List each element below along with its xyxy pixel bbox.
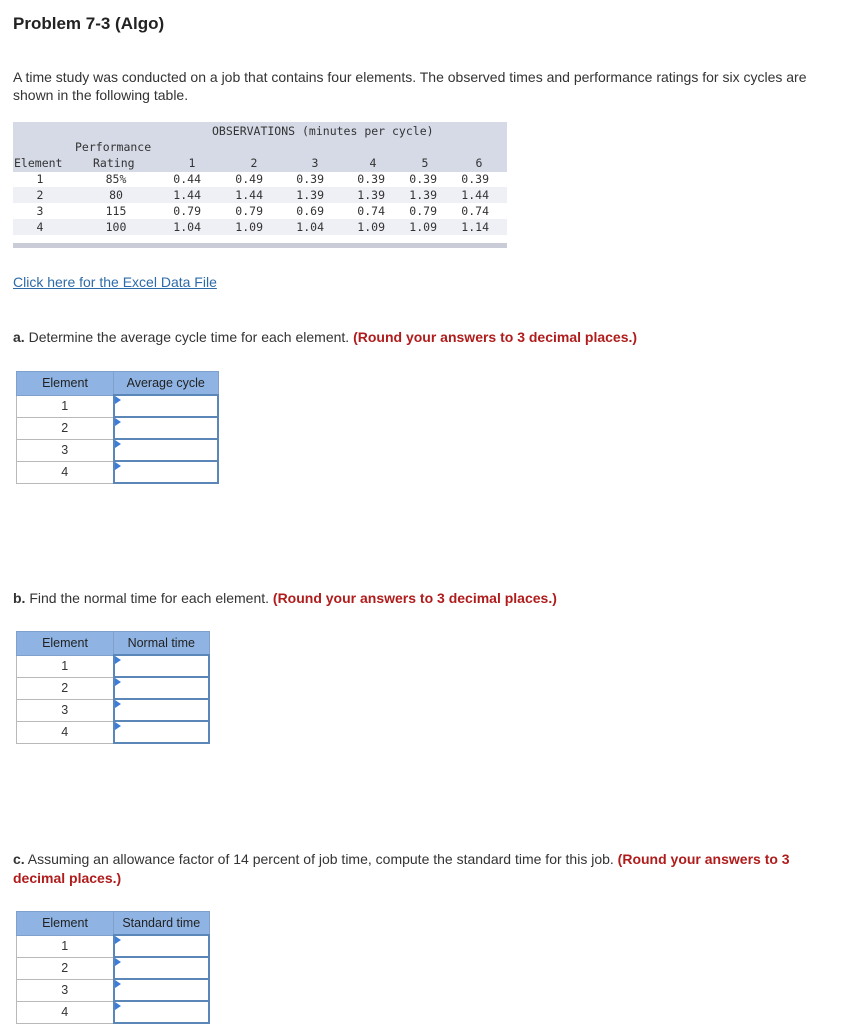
element-label: 2: [17, 957, 114, 979]
element-label: 3: [17, 439, 114, 461]
element-label: 1: [17, 935, 114, 957]
element-col-header: Element: [17, 632, 114, 656]
question-a-lead: a.: [13, 329, 25, 345]
cell-value: 1.44: [173, 188, 201, 202]
cell-value: 0.79: [409, 204, 437, 218]
average-cycle-input-3[interactable]: [115, 441, 218, 459]
input-marker-icon: [115, 980, 121, 988]
answer-cell[interactable]: [114, 721, 210, 743]
answer-cell[interactable]: [114, 439, 219, 461]
question-b-note: (Round your answers to 3 decimal places.): [272, 590, 557, 606]
standard-time-input-1[interactable]: [115, 937, 209, 955]
normal-time-input-3[interactable]: [115, 701, 209, 719]
cycle-header: 5: [421, 156, 429, 170]
input-marker-icon: [115, 958, 121, 966]
input-marker-icon: [115, 418, 121, 426]
input-marker-icon: [115, 678, 121, 686]
cell-value: 1.09: [357, 220, 385, 234]
cell-value: 1.44: [461, 188, 489, 202]
question-a: [13, 328, 793, 347]
average-cycle-input-4[interactable]: [115, 463, 218, 481]
average-cycle-col-header: Average cycle: [114, 372, 219, 396]
cycle-header: 6: [475, 156, 483, 170]
row-element: 3: [36, 204, 44, 218]
row-element: 2: [36, 188, 44, 202]
row-rating: 100: [105, 220, 127, 234]
question-c-lead: c.: [13, 851, 25, 867]
cell-value: 1.04: [173, 220, 201, 234]
cell-value: 1.44: [235, 188, 263, 202]
cell-value: 0.74: [461, 204, 489, 218]
answer-cell[interactable]: [114, 417, 219, 439]
element-col-header: Element: [17, 912, 114, 936]
row-rating: 115: [105, 204, 127, 218]
answer-table-a: [16, 371, 219, 484]
answer-table-c: [16, 911, 210, 1024]
cell-value: 0.39: [357, 172, 385, 186]
cell-value: 0.74: [357, 204, 385, 218]
input-marker-icon: [115, 462, 121, 470]
question-a-note: (Round your answers to 3 decimal places.): [353, 329, 638, 345]
input-marker-icon: [115, 396, 121, 404]
cell-value: 0.44: [173, 172, 201, 186]
problem-intro: A time study was conducted on a job that contains four elements. The observed times and performance ratings for six cycles are shown in the following table.: [13, 69, 807, 103]
cell-value: 1.09: [235, 220, 263, 234]
answer-table-b: [16, 631, 210, 744]
observations-header: OBSERVATIONS (minutes per cycle): [212, 124, 434, 138]
cell-value: 0.79: [235, 204, 263, 218]
input-marker-icon: [115, 936, 121, 944]
answer-cell[interactable]: [114, 655, 210, 677]
cell-value: 0.49: [235, 172, 263, 186]
row-rating: 85%: [105, 172, 127, 186]
input-marker-icon: [115, 700, 121, 708]
cell-value: 1.04: [296, 220, 324, 234]
cycle-header: 3: [311, 156, 319, 170]
standard-time-input-3[interactable]: [115, 981, 209, 999]
element-label: 2: [17, 417, 114, 439]
cycle-header: 4: [369, 156, 377, 170]
standard-time-input-4[interactable]: [115, 1003, 209, 1021]
row-element: 4: [36, 220, 44, 234]
normal-time-col-header: Normal time: [114, 632, 210, 656]
answer-cell[interactable]: [114, 1001, 210, 1023]
average-cycle-input-2[interactable]: [115, 419, 218, 437]
element-label: 1: [17, 395, 114, 417]
element-label: 4: [17, 721, 114, 743]
element-label: 1: [17, 655, 114, 677]
cell-value: 0.39: [296, 172, 324, 186]
element-label: 2: [17, 677, 114, 699]
question-c-text: Assuming an allowance factor of 14 percent of job time, compute the standard time for this job.: [24, 851, 618, 867]
row-element: 1: [36, 172, 44, 186]
answer-cell[interactable]: [114, 461, 219, 483]
cell-value: 1.39: [296, 188, 324, 202]
page-title: Problem 7-3 (Algo): [13, 14, 165, 33]
cell-value: 1.39: [409, 188, 437, 202]
table-bottom-bar: [13, 243, 507, 248]
answer-cell[interactable]: [114, 677, 210, 699]
cell-value: 0.39: [409, 172, 437, 186]
answer-cell[interactable]: [114, 957, 210, 979]
normal-time-input-4[interactable]: [115, 723, 209, 741]
cycle-header: 2: [250, 156, 258, 170]
element-label: 3: [17, 699, 114, 721]
answer-cell[interactable]: [114, 699, 210, 721]
element-label: 3: [17, 979, 114, 1001]
cell-value: 0.79: [173, 204, 201, 218]
element-label: 4: [17, 461, 114, 483]
question-b-lead: b.: [13, 590, 26, 606]
cell-value: 0.69: [296, 204, 324, 218]
cell-value: 0.39: [461, 172, 489, 186]
answer-cell[interactable]: [114, 935, 210, 957]
cell-value: 1.09: [409, 220, 437, 234]
observations-table: [13, 122, 507, 250]
element-label: 4: [17, 1001, 114, 1023]
cell-value: 1.14: [461, 220, 489, 234]
cycle-header: 1: [188, 156, 196, 170]
answer-cell[interactable]: [114, 979, 210, 1001]
question-c-note: (Round your answers to 3 decimal places.): [13, 851, 790, 886]
question-c: [13, 850, 793, 888]
question-b-text: Find the normal time for each element.: [25, 590, 273, 606]
element-header: Element: [14, 156, 63, 170]
row-rating: 80: [109, 188, 123, 202]
average-cycle-input-1[interactable]: [115, 397, 218, 415]
input-marker-icon: [115, 1002, 121, 1010]
standard-time-col-header: Standard time: [114, 912, 210, 936]
standard-time-input-2[interactable]: [115, 959, 209, 977]
performance-header: Performance: [75, 140, 152, 154]
element-col-header: Element: [17, 372, 114, 396]
normal-time-input-1[interactable]: [115, 657, 209, 675]
answer-cell[interactable]: [114, 395, 219, 417]
excel-data-link[interactable]: Click here for the Excel Data File: [13, 274, 217, 290]
input-marker-icon: [115, 440, 121, 448]
input-marker-icon: [115, 656, 121, 664]
question-a-text: Determine the average cycle time for each element.: [24, 329, 354, 345]
question-b: [13, 589, 793, 608]
cell-value: 1.39: [357, 188, 385, 202]
rating-header: Rating: [93, 156, 135, 170]
input-marker-icon: [115, 722, 121, 730]
normal-time-input-2[interactable]: [115, 679, 209, 697]
